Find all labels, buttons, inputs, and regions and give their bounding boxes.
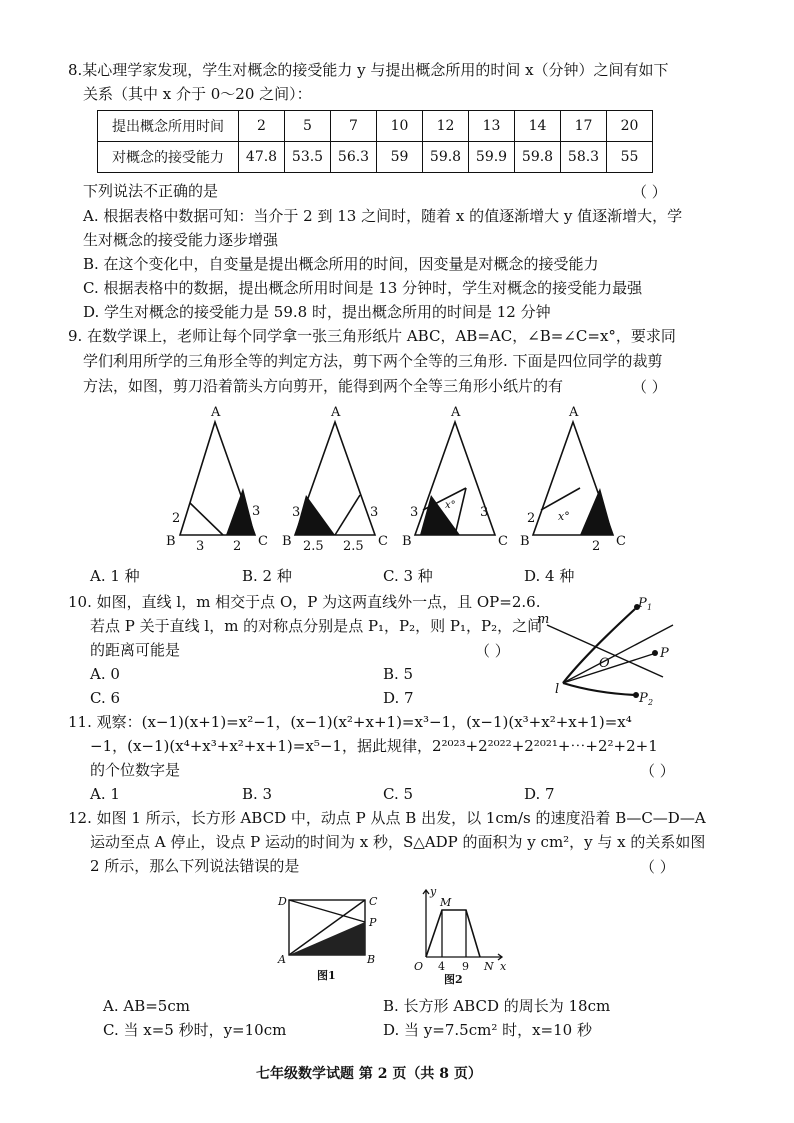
q10-figure: [535, 595, 685, 710]
table-cell: 17: [561, 111, 607, 142]
q8-option-c: C. 根据表格中的数据，提出概念所用时间是 13 分钟时，学生对概念的接受能力最强: [83, 279, 643, 297]
fig3-len: 3: [410, 505, 419, 520]
q12-option-c: C. 当 x=5 秒时，y=10cm: [103, 1021, 287, 1039]
q12-option-b: B. 长方形 ABCD 的周长为 18cm: [383, 997, 611, 1015]
q9-line3: 方法，如图，剪刀沿着箭头方向剪开，能得到两个全等三角形小纸片的有: [83, 377, 564, 395]
table-cell: 20: [607, 111, 653, 142]
fig2-len: 3: [370, 505, 379, 520]
table-cell: 2: [239, 111, 285, 142]
label-p2-sub: 2: [648, 698, 654, 707]
label-l: l: [555, 682, 560, 697]
q8-option-a-cont: 生对概念的接受能力逐步增强: [83, 231, 279, 249]
fig1-label-p: P: [369, 916, 377, 929]
table-cell: 53.5: [285, 142, 331, 173]
q11-option-c: C. 5: [383, 785, 414, 803]
q8-answer-paren: （ ）: [632, 183, 667, 201]
fig2-len: 2.5: [303, 539, 324, 554]
q9-answer-paren: （ ）: [632, 378, 667, 396]
fig4-len: 2: [592, 539, 601, 554]
fig4-len: 2: [527, 511, 536, 526]
fig4-label-a: A: [569, 405, 579, 420]
table-cell: 58.3: [561, 142, 607, 173]
q10-option-d: D. 7: [383, 689, 414, 707]
label-p: P: [660, 646, 669, 661]
fig2-label-c: C: [378, 534, 388, 549]
q9-line2: 学们利用所学的三角形全等的判定方法，剪下两个全等的三角形. 下面是四位同学的裁剪: [83, 352, 663, 370]
fig2-tick-9: 9: [462, 960, 469, 973]
q9-line1: 9. 在数学课上，老师让每个同学拿一张三角形纸片 ABC，AB=AC，∠B=∠C=x°，要求同: [68, 327, 676, 345]
table-cell: 47.8: [239, 142, 285, 173]
q12-figure-1: [275, 885, 378, 985]
fig1-label-b: B: [367, 953, 376, 966]
q9-triangle-figures: [160, 400, 630, 560]
fig1-len: 2: [172, 511, 181, 526]
fig4-angle: x°: [558, 510, 570, 523]
label-o: O: [599, 656, 610, 671]
fig1-label-d: D: [278, 895, 287, 908]
q11-line1: 11. 观察：(x−1)(x+1)=x²−1，(x−1)(x²+x+1)=x³−1，(x−1)(x³+x²+x+1)=x⁴: [68, 713, 632, 731]
q8-question: 下列说法不正确的是: [83, 182, 219, 200]
page-footer: 七年级数学试题 第 2 页（共 8 页）: [256, 1066, 482, 1082]
q12-answer-paren: （ ）: [640, 858, 675, 876]
q12-line3: 2 所示，那么下列说法错误的是: [90, 857, 300, 875]
fig1-label-b: B: [166, 534, 176, 549]
q11-line3: 的个位数字是: [90, 761, 181, 779]
table-row: [98, 142, 653, 173]
q11-option-b: B. 3: [242, 785, 273, 803]
q8-line1: 8.某心理学家发现，学生对概念的接受能力 y 与提出概念所用的时间 x（分钟）之间有如下: [68, 61, 669, 79]
fig3-angle: x°: [445, 500, 456, 511]
fig2-label-y: y: [430, 885, 437, 898]
q10-line2: 若点 P 关于直线 l，m 的对称点分别是点 P₁，P₂，则 P₁，P₂，之间: [90, 617, 543, 635]
q11-answer-paren: （ ）: [640, 762, 675, 780]
fig2-tick-4: 4: [438, 960, 445, 973]
fig1-len: 2: [233, 539, 242, 554]
fig2-label-n: N: [484, 960, 494, 973]
table-cell: 59: [377, 142, 423, 173]
q10-option-c: C. 6: [90, 689, 121, 707]
q8-option-d: D. 学生对概念的接受能力是 59.8 时，提出概念所用的时间是 12 分钟: [83, 303, 551, 321]
q12-option-a: A. AB=5cm: [103, 997, 190, 1015]
fig1-label-a: A: [211, 405, 221, 420]
fig2-label-b: B: [282, 534, 292, 549]
fig1-len: 3: [252, 504, 261, 519]
q9-option-d: D. 4 种: [524, 567, 575, 585]
table-cell: 14: [515, 111, 561, 142]
q10-line3: 的距离可能是: [90, 641, 181, 659]
fig4-label-b: B: [520, 534, 530, 549]
table-header-ability: 对概念的接受能力: [98, 142, 239, 173]
q11-option-a: A. 1: [90, 785, 120, 803]
table-cell: 13: [469, 111, 515, 142]
fig2-len: 2.5: [343, 539, 364, 554]
q12-line1: 12. 如图 1 所示，长方形 ABCD 中，动点 P 从点 B 出发，以 1cm/s 的速度沿着 B—C—D—A: [68, 809, 706, 827]
fig2-label-m: M: [440, 896, 452, 909]
q9-option-b: B. 2 种: [242, 567, 292, 585]
fig1-label-a: A: [278, 953, 286, 966]
table-cell: 7: [331, 111, 377, 142]
table-cell: 12: [423, 111, 469, 142]
fig2-len: 3: [292, 505, 301, 520]
fig3-label-a: A: [451, 405, 461, 420]
table-row: [98, 111, 653, 142]
q10-option-b: B. 5: [383, 665, 414, 683]
fig2-label-o: O: [414, 960, 424, 973]
table-header-time: 提出概念所用时间: [98, 111, 239, 142]
fig3-len: 3: [480, 505, 489, 520]
label-m: m: [537, 612, 550, 627]
label-p1-sub: 1: [647, 603, 653, 612]
q9-option-c: C. 3 种: [383, 567, 433, 585]
table-cell: 10: [377, 111, 423, 142]
fig1-caption: 图1: [317, 969, 336, 982]
fig1-label-c: C: [369, 895, 378, 908]
fig4-label-c: C: [616, 534, 626, 549]
q10-answer-paren: （ ）: [475, 642, 510, 660]
q12-line2: 运动至点 A 停止，设点 P 运动的时间为 x 秒，S△ADP 的面积为 y cm²，y 与 x 的关系如图: [90, 833, 706, 851]
fig2-label-x: x: [500, 960, 507, 973]
q8-option-b: B. 在这个变化中，自变量是提出概念所用的时间，因变量是对概念的接受能力: [83, 255, 599, 273]
fig3-label-c: C: [498, 534, 508, 549]
table-cell: 5: [285, 111, 331, 142]
q12-option-d: D. 当 y=7.5cm² 时，x=10 秒: [383, 1021, 592, 1039]
fig3-label-b: B: [402, 534, 412, 549]
q8-table: [97, 110, 653, 173]
label-p1: P: [638, 596, 647, 611]
q8-option-a: A. 根据表格中数据可知：当介于 2 到 13 之间时，随着 x 的值逐渐增大 y 值逐渐增大，学: [83, 207, 683, 225]
q11-option-d: D. 7: [524, 785, 555, 803]
fig1-len: 3: [196, 539, 205, 554]
label-p2: P: [639, 691, 648, 706]
q8-line2: 关系（其中 x 介于 0～20 之间）：: [83, 85, 312, 103]
table-cell: 59.8: [515, 142, 561, 173]
table-cell: 59.9: [469, 142, 515, 173]
table-cell: 55: [607, 142, 653, 173]
table-cell: 59.8: [423, 142, 469, 173]
fig2-label-a: A: [331, 405, 341, 420]
fig1-label-c: C: [258, 534, 268, 549]
table-cell: 56.3: [331, 142, 377, 173]
fig2-caption: 图2: [444, 973, 463, 986]
q10-option-a: A. 0: [90, 665, 120, 683]
q9-option-a: A. 1 种: [90, 567, 140, 585]
q12-figure-2: [400, 882, 510, 987]
q10-line1: 10. 如图，直线 l，m 相交于点 O，P 为这两直线外一点，且 OP=2.6.: [68, 593, 541, 611]
q11-line2: −1，(x−1)(x⁴+x³+x²+x+1)=x⁵−1，据此规律，2²⁰²³+2²⁰²²+2²⁰²¹+⋯+2²+2+1: [90, 737, 658, 755]
